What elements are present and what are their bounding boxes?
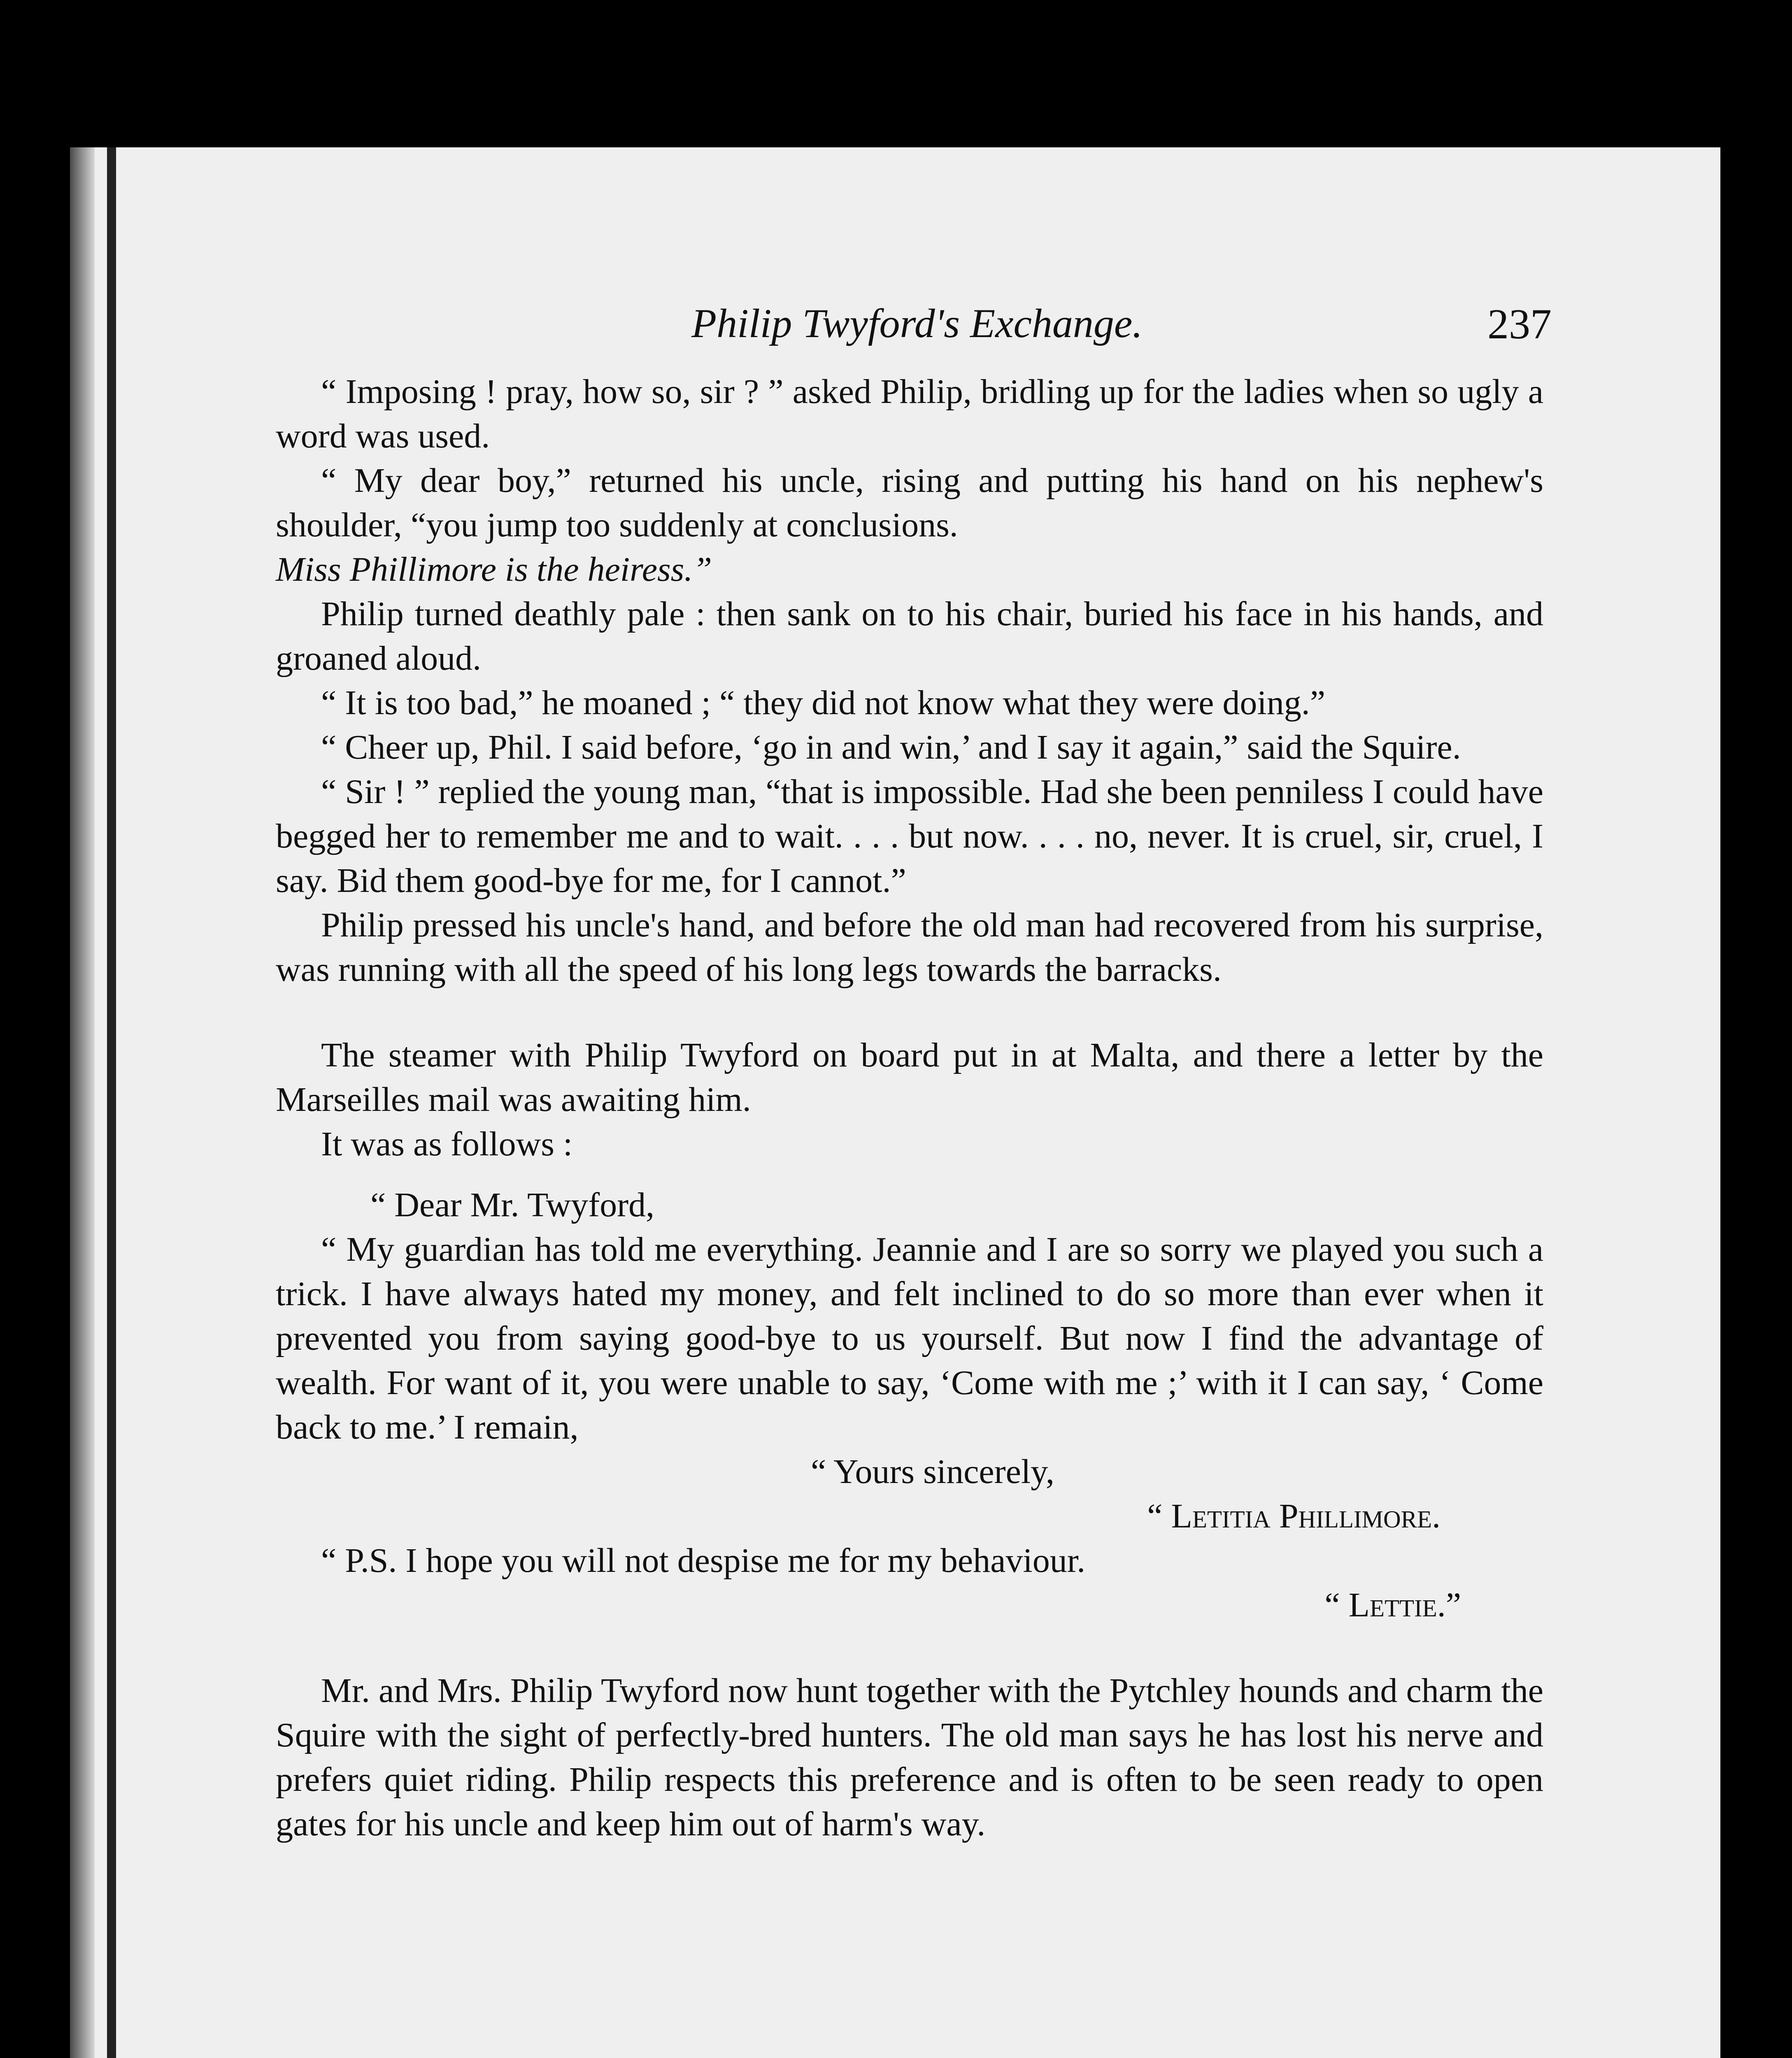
gutter-shadow: [70, 147, 95, 2058]
paragraph: Philip pressed his uncle's hand, and before the old man had recovered from his surprise, was running with all the speed of his long legs towards the barracks.: [276, 906, 1543, 989]
paragraph: “ Imposing ! pray, how so, sir ? ” asked Philip, bridling up for the ladies when so ugly a word was used.: [276, 372, 1543, 455]
paragraph: The steamer with Philip Twyford on board put in at Malta, and there a letter by the Marseilles mail was awaiting him.: [276, 1036, 1543, 1119]
paragraph: Miss Phillimore is the heiress.”: [276, 550, 712, 589]
postscript-signature: “ Lettie.”: [1324, 1586, 1461, 1624]
section-break: [276, 992, 1543, 1033]
page-header: [617, 291, 1552, 357]
paragraph: “ My dear boy,” returned his uncle, rising and putting his hand on his nephew's shoulder, “you jump too suddenly at conclusions.: [276, 461, 1543, 544]
letter-postscript: “ P.S. I hope you will not despise me for my behaviour.: [321, 1541, 1086, 1580]
paragraph: It was as follows :: [321, 1125, 573, 1163]
page-number: 237: [1487, 300, 1552, 348]
letter-signature: “ Letitia Phillimore.: [1147, 1497, 1441, 1535]
final-paragraph: Mr. and Mrs. Philip Twyford now hunt together with the Pytchley hounds and charm the Squire with the sight of perfectly-bred hunters. The old man says he has lost his nerve and prefers quiet riding. Philip respects this preference and is often to be seen ready to open gates for his uncle and keep him out of harm's way.: [276, 1672, 1543, 1843]
paragraph: “ Cheer up, Phil. I said before, ‘go in and win,’ and I say it again,” said the Squire.: [321, 728, 1461, 766]
letter-salutation: “ Dear Mr. Twyford,: [370, 1186, 655, 1224]
gutter-line: [107, 147, 116, 2058]
running-title: Philip Twyford's Exchange.: [691, 300, 1143, 346]
letter-closing: “ Yours sincerely,: [811, 1453, 1054, 1491]
letter-body: “ My guardian has told me everything. Jeannie and I are so sorry we played you such a trick. I have always hated my money, and felt inclined to do so more than ever when it prevented you from saying good-bye to us yourself. But now I find the advantage of wealth. For want of it, you were unable to say, ‘Come with me ;’ with it I can say, ‘ Come back to me.’ I remain,: [276, 1230, 1543, 1446]
paragraph: “ Sir ! ” replied the young man, “that is impossible. Had she been penniless I could have begged her to remember me and to wait. . . . but now. . . . no, never. It is cruel, sir, cruel, I say. Bid them good-bye for me, for I cannot.”: [276, 773, 1543, 900]
paragraph: Philip turned deathly pale : then sank on to his chair, buried his face in his hands, and groaned aloud.: [276, 595, 1543, 677]
section-break: [276, 1627, 1543, 1669]
paragraph: “ It is too bad,” he moaned ; “ they did not know what they were doing.”: [321, 684, 1326, 722]
body-text: [276, 370, 1543, 1846]
book-page: [70, 147, 1720, 2058]
